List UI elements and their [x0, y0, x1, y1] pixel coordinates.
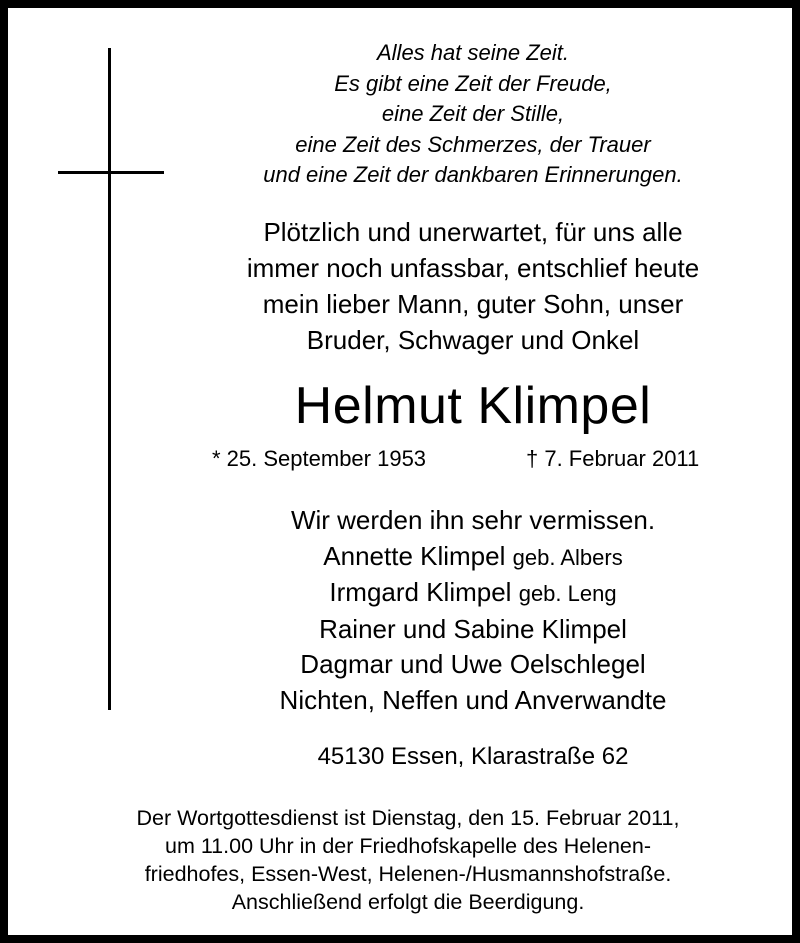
motto-line: eine Zeit der Stille, [381, 101, 565, 126]
cross-icon-vertical [108, 48, 111, 710]
announcement-line: immer noch unfassbar, entschlief heute [246, 253, 700, 283]
mourners-list [168, 503, 778, 719]
cross-icon-horizontal [58, 171, 164, 174]
maiden-name: geb. Albers [512, 544, 623, 570]
birth-date: * 25. September 1953 [212, 446, 427, 471]
motto-line: eine Zeit des Schmerzes, der Trauer [295, 131, 651, 157]
motto-line: Alles hat seine Zeit. [377, 40, 569, 65]
death-announcement [168, 214, 778, 358]
service-line: um 11.00 Uhr in der Friedhofskapelle des Helenen- [164, 834, 651, 858]
mourner-name: Annette Klimpel [323, 540, 506, 571]
announcement-line: Plötzlich und unerwartet, für uns alle [263, 217, 683, 247]
announcement-line: Bruder, Schwager und Onkel [306, 325, 640, 355]
announcement-line: mein lieber Mann, guter Sohn, unser [262, 289, 684, 319]
mourner-line [168, 539, 778, 576]
mourner-name: Irmgard Klimpel [329, 577, 512, 608]
death-date: † 7. Februar 2011 [526, 446, 700, 471]
service-line: Der Wortgottesdienst ist Dienstag, den 15. Februar 2011, [136, 806, 680, 830]
maiden-name: geb. Leng [518, 581, 617, 607]
mourner-line: Dagmar und Uwe Oelschlegel [300, 649, 646, 680]
mourner-line: Rainer und Sabine Klimpel [319, 613, 627, 644]
farewell-message: Wir werden ihn sehr vermissen. [290, 505, 656, 535]
mourner-line: Nichten, Neffen und Anverwandte [279, 684, 667, 715]
motto-verse [168, 38, 778, 191]
service-line: Anschließend erfolgt die Beerdigung. [231, 890, 585, 914]
motto-line: und eine Zeit der dankbaren Erinnerungen. [263, 162, 683, 187]
service-line: friedhofes, Essen-West, Helenen-/Husmannshofstraße. [144, 862, 672, 886]
funeral-service-info [38, 804, 778, 916]
family-address: 45130 Essen, Klarastraße 62 [317, 743, 629, 770]
mourner-line [168, 575, 778, 612]
motto-line: Es gibt eine Zeit der Freude, [334, 70, 612, 96]
deceased-name: Helmut Klimpel [294, 377, 652, 435]
